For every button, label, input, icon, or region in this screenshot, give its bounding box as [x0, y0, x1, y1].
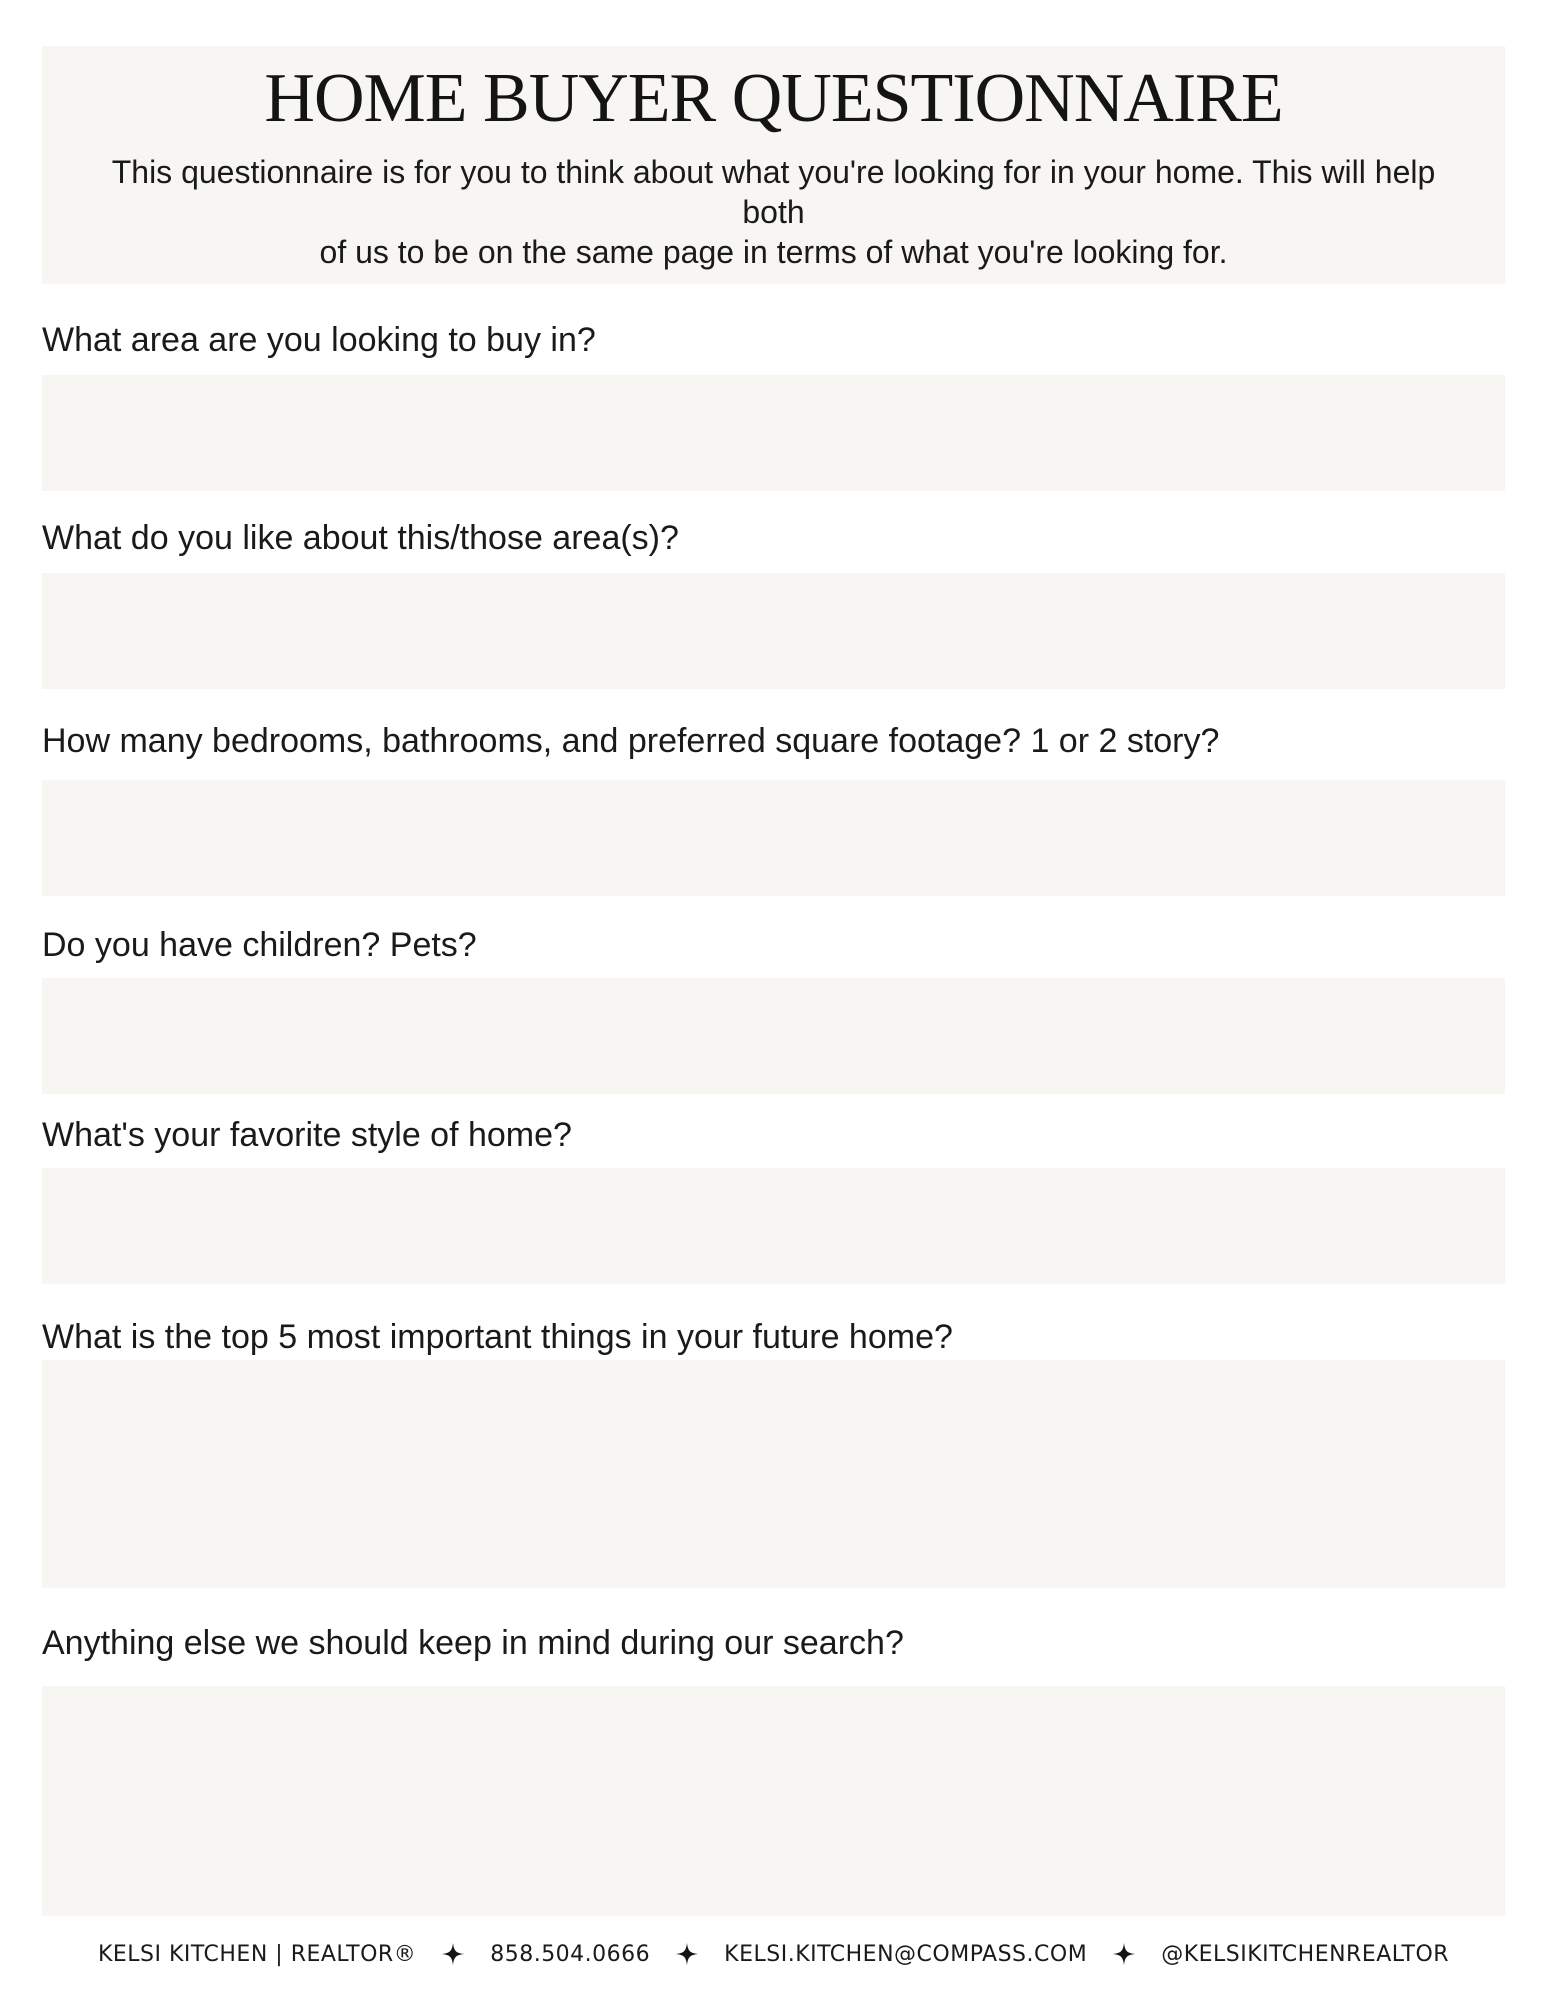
footer-email: KELSI.KITCHEN@COMPASS.COM: [724, 1941, 1088, 1967]
intro-text: [102, 152, 1445, 272]
answer-field-size[interactable]: [42, 780, 1505, 896]
intro-line-1: This questionnaire is for you to think about what you're looking for in your home. This will help both: [111, 154, 1436, 230]
contact-footer: [42, 1934, 1505, 1974]
header-panel: [42, 46, 1505, 284]
four-point-star-icon: [442, 1943, 464, 1965]
question-label-top-five: What is the top 5 most important things in your future home?: [42, 1318, 953, 1356]
page-title: HOME BUYER QUESTIONNAIRE: [264, 60, 1283, 137]
question-label-size: How many bedrooms, bathrooms, and preferred square footage? 1 or 2 story?: [42, 722, 1220, 760]
intro-line-2: of us to be on the same page in terms of what you're looking for.: [319, 234, 1228, 270]
answer-field-area-likes[interactable]: [42, 573, 1505, 689]
answer-field-anything-else[interactable]: [42, 1686, 1505, 1916]
question-label-home-style: What's your favorite style of home?: [42, 1116, 572, 1154]
four-point-star-icon: [1113, 1943, 1135, 1965]
footer-name: KELSI KITCHEN | REALTOR®: [97, 1941, 417, 1967]
footer-social-handle: @KELSIKITCHENREALTOR: [1161, 1941, 1450, 1967]
question-label-anything-else: Anything else we should keep in mind during our search?: [42, 1624, 904, 1662]
question-label-children-pets: Do you have children? Pets?: [42, 926, 477, 964]
footer-phone: 858.504.0666: [490, 1941, 651, 1967]
answer-field-children-pets[interactable]: [42, 978, 1505, 1094]
answer-field-top-five[interactable]: [42, 1360, 1505, 1588]
answer-field-home-style[interactable]: [42, 1168, 1505, 1284]
question-label-area: What area are you looking to buy in?: [42, 321, 596, 359]
four-point-star-icon: [676, 1943, 698, 1965]
question-label-area-likes: What do you like about this/those area(s)?: [42, 519, 679, 557]
answer-field-area[interactable]: [42, 375, 1505, 491]
